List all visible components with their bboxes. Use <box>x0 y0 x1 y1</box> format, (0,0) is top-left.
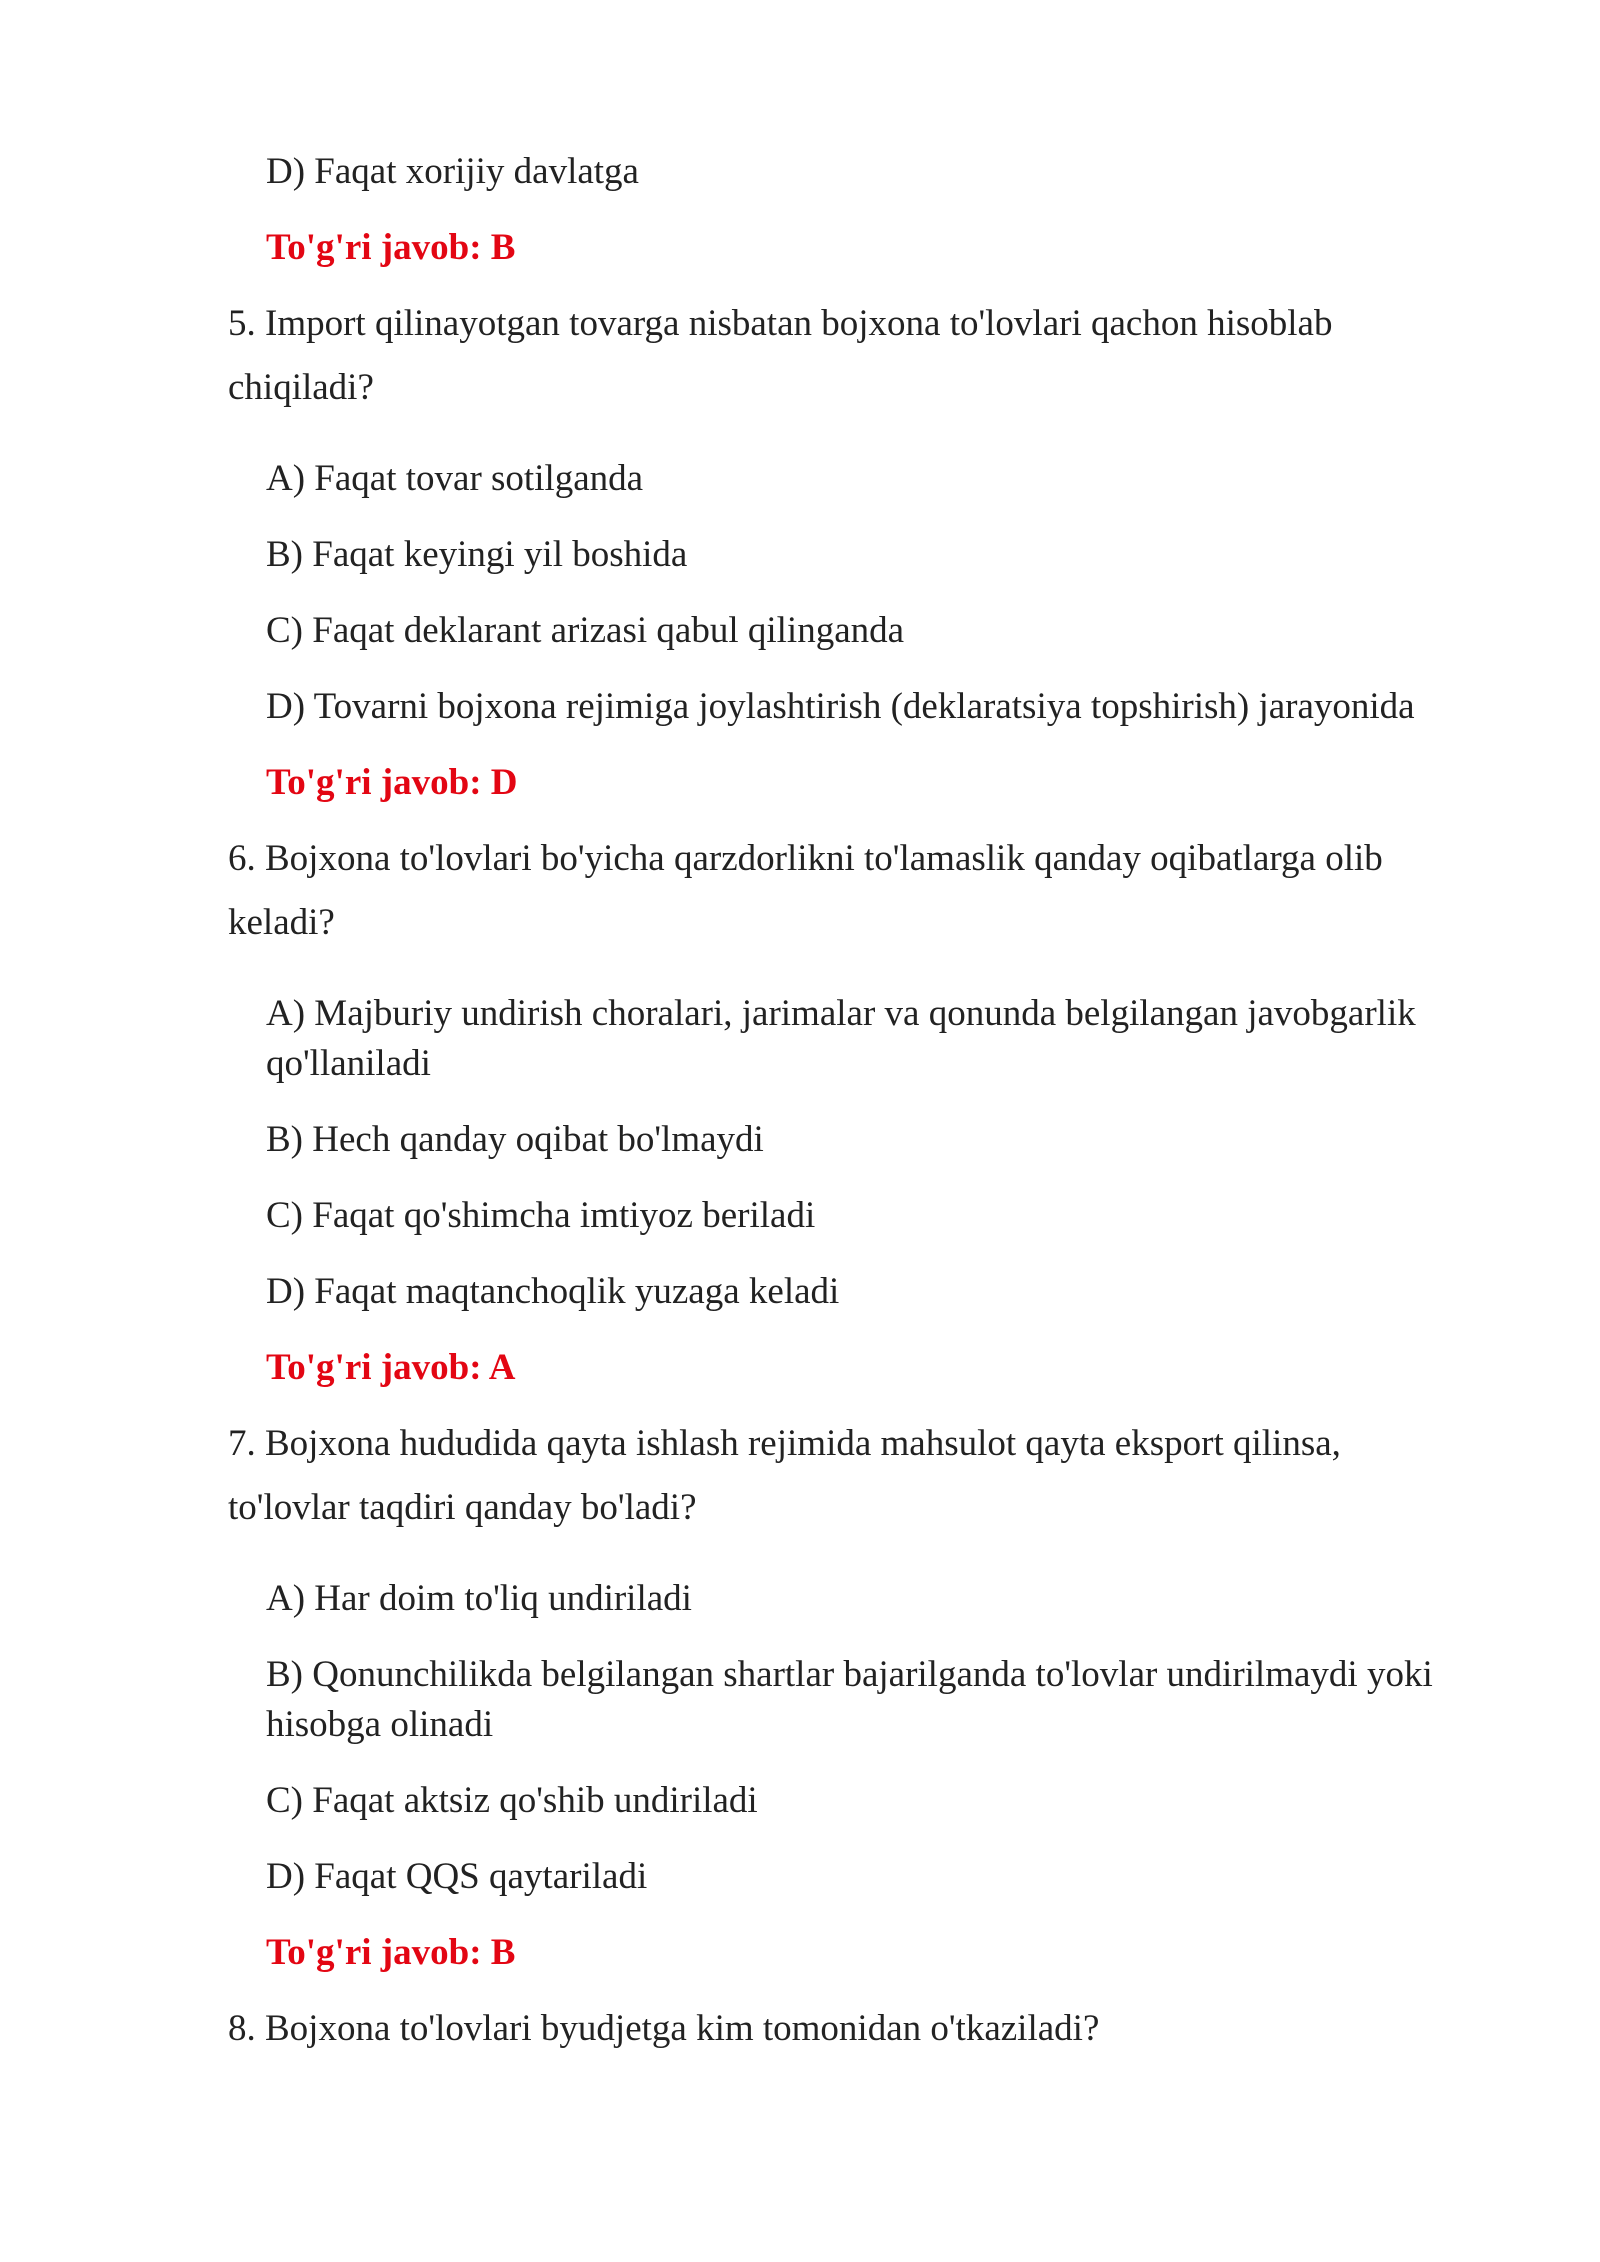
q5-option-a: A) Faqat tovar sotilganda <box>266 458 644 499</box>
q7-question-line2: to'lovlar taqdiri qanday bo'ladi? <box>228 1487 697 1528</box>
q5-correct-answer: To'g'ri javob: D <box>266 762 518 803</box>
q7-question-line1: 7. Bojxona hududida qayta ishlash rejimida mahsulot qayta eksport qilinsa, <box>228 1423 1341 1464</box>
q6-question-line1: 6. Bojxona to'lovlari bo'yicha qarzdorlikni to'lamaslik qanday oqibatlarga olib <box>228 838 1383 879</box>
q5-question-line2: chiqiladi? <box>228 367 374 408</box>
q7-option-c: C) Faqat aktsiz qo'shib undiriladi <box>266 1780 758 1821</box>
q7-option-a: A) Har doim to'liq undiriladi <box>266 1578 692 1619</box>
q7-correct-answer: To'g'ri javob: B <box>266 1932 516 1973</box>
q7-option-b-line1: B) Qonunchilikda belgilangan shartlar bajarilganda to'lovlar undirilmaydi yoki <box>266 1654 1433 1695</box>
q4-correct-answer: To'g'ri javob: B <box>266 227 516 268</box>
q5-option-c: C) Faqat deklarant arizasi qabul qilinganda <box>266 610 905 651</box>
q7-option-b-line2: hisobga olinadi <box>266 1704 494 1745</box>
q8-question-line1: 8. Bojxona to'lovlari byudjetga kim tomonidan o'tkaziladi? <box>228 2008 1100 2049</box>
q6-option-d: D) Faqat maqtanchoqlik yuzaga keladi <box>266 1271 840 1312</box>
q6-correct-answer: To'g'ri javob: A <box>266 1347 516 1388</box>
q6-option-a-line2: qo'llaniladi <box>266 1043 431 1084</box>
q7-option-d: D) Faqat QQS qaytariladi <box>266 1856 648 1897</box>
q6-option-b: B) Hech qanday oqibat bo'lmaydi <box>266 1119 764 1160</box>
q4-option-d: D) Faqat xorijiy davlatga <box>266 151 639 192</box>
q5-question-line1: 5. Import qilinayotgan tovarga nisbatan bojxona to'lovlari qachon hisoblab <box>228 303 1333 344</box>
q6-question-line2: keladi? <box>228 902 335 943</box>
q6-option-a-line1: A) Majburiy undirish choralari, jarimalar va qonunda belgilangan javobgarlik <box>266 993 1416 1034</box>
q5-option-d: D) Tovarni bojxona rejimiga joylashtirish (deklaratsiya topshirish) jarayonida <box>266 686 1415 727</box>
q5-option-b: B) Faqat keyingi yil boshida <box>266 534 688 575</box>
q6-option-c: C) Faqat qo'shimcha imtiyoz beriladi <box>266 1195 816 1236</box>
